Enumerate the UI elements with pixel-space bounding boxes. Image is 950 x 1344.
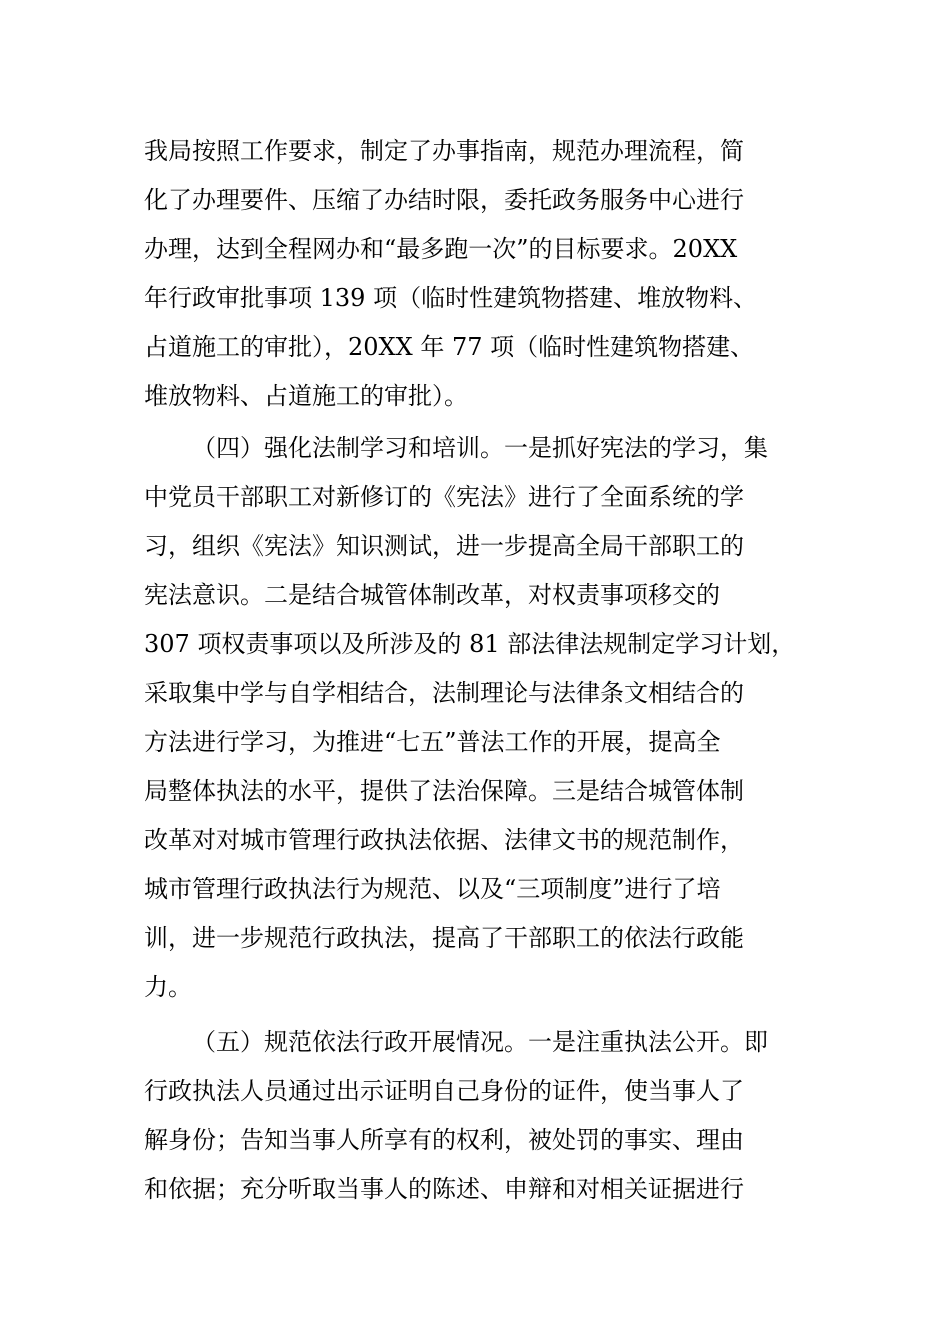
text-line: 习，组织《宪法》知识测试，进一步提高全局干部职工的 (144, 532, 744, 560)
text-line: 307 项权责事项以及所涉及的 81 部法律法规制定学习计划， (144, 630, 796, 658)
text-line: 化了办理要件、压缩了办结时限，委托政务服务中心进行 (144, 186, 744, 214)
text-line: 采取集中学与自学相结合，法制理论与法律条文相结合的 (144, 679, 744, 707)
text-line: 年行政审批事项 139 项（临时性建筑物搭建、堆放物料、 (144, 284, 758, 312)
text-line: 宪法意识。二是结合城管体制改革，对权责事项移交的 (144, 581, 720, 609)
text-line: 局整体执法的水平，提供了法治保障。三是结合城管体制 (144, 777, 744, 805)
text-line: 和依据；充分听取当事人的陈述、申辩和对相关证据进行 (144, 1175, 744, 1203)
text-line: 解身份；告知当事人所享有的权利，被处罚的事实、理由 (144, 1126, 744, 1154)
text-line: 堆放物料、占道施工的审批）。 (144, 382, 468, 410)
text-line: （四）强化法制学习和培训。一是抓好宪法的学习，集 (192, 434, 768, 462)
text-line: 办理，达到全程网办和“最多跑一次”的目标要求。20XX (144, 235, 738, 263)
text-line: 方法进行学习，为推进“七五”普法工作的开展，提高全 (144, 728, 721, 756)
text-line: 力。 (144, 973, 192, 1001)
text-line: 我局按照工作要求，制定了办事指南，规范办理流程，简 (144, 137, 744, 165)
text-line: （五）规范依法行政开展情况。一是注重执法公开。即 (192, 1028, 768, 1056)
text-line: 占道施工的审批），20XX 年 77 项（临时性建筑物搭建、 (144, 333, 755, 361)
text-line: 城市管理行政执法行为规范、以及“三项制度”进行了培 (144, 875, 721, 903)
paragraph-legal-study-training (144, 424, 834, 1012)
text-line: 训，进一步规范行政执法，提高了干部职工的依法行政能 (144, 924, 744, 952)
text-line: 中党员干部职工对新修订的《宪法》进行了全面系统的学 (144, 483, 744, 511)
paragraph-approval-items (144, 127, 834, 421)
text-line: 改革对对城市管理行政执法依据、法律文书的规范制作， (144, 826, 744, 854)
text-line: 行政执法人员通过出示证明自己身份的证件，使当事人了 (144, 1077, 744, 1105)
paragraph-lawful-administration (144, 1018, 834, 1214)
